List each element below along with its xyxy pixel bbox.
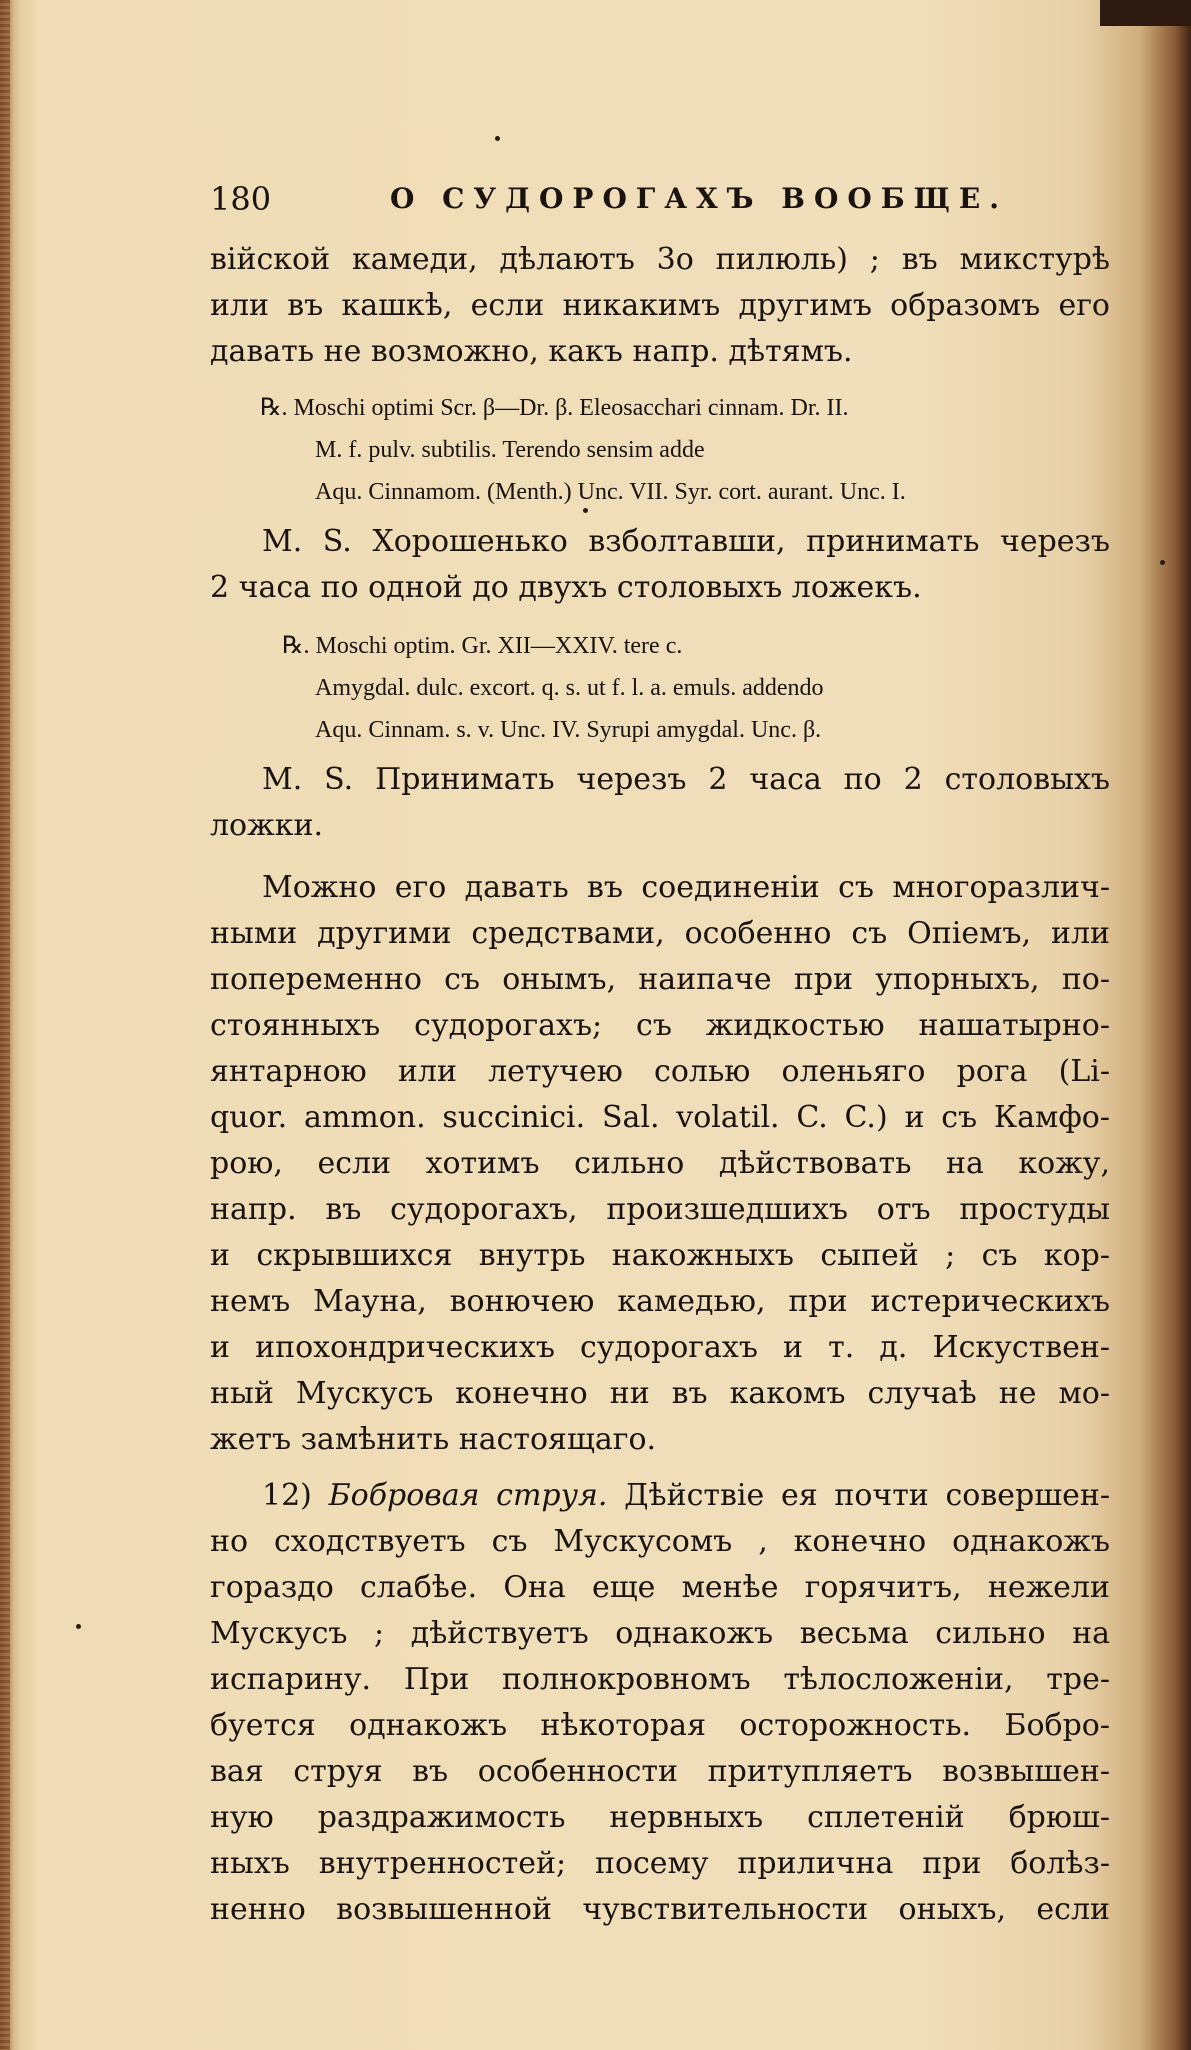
- text-line: ными другими средствами, особенно съ Опіемъ, или: [210, 916, 1110, 951]
- text-line: ныхъ внутренностей; посему прилична при болѣз-: [210, 1846, 1110, 1881]
- text-line: немъ Мауна, вонючею камедью, при истерическихъ: [210, 1284, 1110, 1319]
- text-line: ный Мускусъ конечно ни въ какомъ случаѣ не мо-: [210, 1376, 1110, 1411]
- section-text: Дѣйствіе ея почти совершен-: [624, 1478, 1110, 1513]
- ink-speck: [1160, 560, 1165, 565]
- recipe-line: Aqu. Cinnam. s. v. Unc. IV. Syrupi amygdal. Unc. β.: [315, 717, 822, 743]
- text-line: quor. ammon. succinici. Sal. volatil. C. C.) и съ Камфо-: [210, 1100, 1110, 1135]
- text-line: M. S. Хорошенько взболтавши, принимать черезъ: [262, 524, 1110, 559]
- ink-speck: [583, 508, 588, 513]
- text-line: ную раздражимость нервныхъ сплетеній брюш-: [210, 1800, 1110, 1835]
- page-header: [210, 180, 1110, 240]
- text-line: Можно его давать въ соединеніи съ многоразлич-: [262, 870, 1110, 905]
- text-line: Мускусъ ; дѣйствуетъ однакожъ весьма сильно на: [210, 1616, 1110, 1651]
- dark-corner: [1100, 0, 1191, 26]
- text-line: вая струя въ особенности притупляетъ возвышен-: [210, 1754, 1110, 1789]
- book-edge: [0, 0, 10, 2050]
- text-line: испарину. При полнокровномъ тѣлосложеніи, тре-: [210, 1662, 1110, 1697]
- text-line: [262, 1476, 1110, 1516]
- text-line: війской камеди, дѣлаютъ 3o пилюль) ; въ микстурѣ: [210, 242, 1110, 277]
- recipe-line: ℞. Moschi optim. Gr. XII—XXIV. tere c.: [282, 633, 683, 659]
- text-line: и скрывшихся внутрь накожныхъ сыпей ; съ кор-: [210, 1238, 1110, 1273]
- text-line: ложки.: [210, 808, 323, 843]
- text-line: 2 часа по одной до двухъ столовыхъ ложекъ.: [210, 570, 922, 605]
- text-line: M. S. Принимать черезъ 2 часа по 2 столовыхъ: [262, 762, 1110, 797]
- text-line: напр. въ судорогахъ, произшедшихъ отъ простуды: [210, 1192, 1110, 1227]
- recipe-line: ℞. Moschi optimi Scr. β—Dr. β. Eleosacchari cinnam. Dr. II.: [260, 395, 849, 421]
- text-line: жетъ замѣнить настоящаго.: [210, 1422, 657, 1457]
- text-line: стоянныхъ судорогахъ; съ жидкостью нашатырно-: [210, 1008, 1110, 1043]
- text-line: или въ кашкѣ, если никакимъ другимъ образомъ его: [210, 288, 1110, 323]
- recipe-line: M. f. pulv. subtilis. Terendo sensim adde: [315, 437, 705, 463]
- text-line: рою, если хотимъ сильно дѣйствовать на кожу,: [210, 1146, 1110, 1181]
- ink-speck: [495, 136, 500, 141]
- recipe-line: Amygdal. dulc. excort. q. s. ut f. l. a. emuls. addendo: [315, 675, 824, 701]
- text-line: и ипохондрическихъ судорогахъ и т. д. Искуствен-: [210, 1330, 1110, 1365]
- section-title: Бобровая струя.: [328, 1478, 608, 1513]
- page-number: 180: [210, 180, 272, 218]
- running-head: О СУДОРОГАХЪ ВООБЩЕ.: [390, 182, 1008, 215]
- section-number: 12): [262, 1478, 312, 1513]
- text-line: гораздо слабѣе. Она еще менѣе горячитъ, нежели: [210, 1570, 1110, 1605]
- ink-speck: [76, 1624, 81, 1629]
- recipe-line: Aqu. Cinnamom. (Menth.) Unc. VII. Syr. cort. aurant. Unc. I.: [315, 479, 906, 505]
- text-line: буется однакожъ нѣкоторая осторожность. Бобро-: [210, 1708, 1110, 1743]
- text-line: ненно возвышенной чувствительности оныхъ, если: [210, 1892, 1110, 1927]
- text-line: давать не возможно, какъ напр. дѣтямъ.: [210, 334, 853, 369]
- text-line: но сходствуетъ съ Мускусомъ , конечно однакожъ: [210, 1524, 1110, 1559]
- text-line: янтарною или летучею солью оленьяго рога (Li-: [210, 1054, 1110, 1089]
- text-line: попеременно съ онымъ, наипаче при упорныхъ, по-: [210, 962, 1110, 997]
